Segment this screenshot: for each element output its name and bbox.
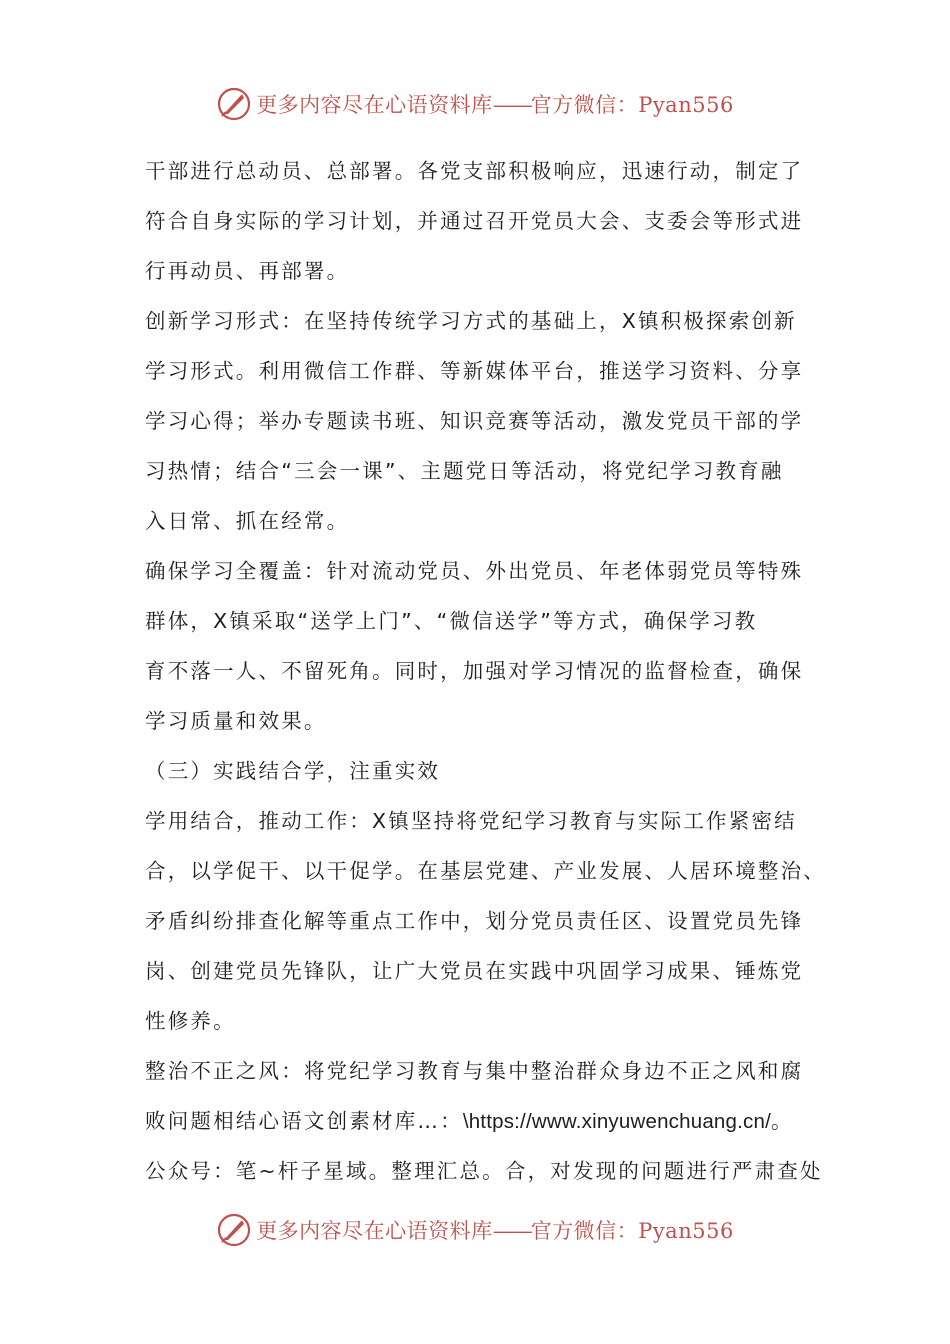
header-label: 官方微信： [530, 93, 639, 117]
text-line: 学习心得；举办专题读书班、知识竞赛等活动，激发党员干部的学 [145, 409, 804, 433]
text-fragment: 。 [770, 1109, 794, 1133]
header-banner [0, 84, 950, 124]
document-body [145, 151, 835, 1201]
header-brand: 更多内容尽在心语资料库 [256, 93, 493, 117]
text-line: 学习形式。利用微信工作群、等新媒体平台，推送学习资料、分享 [145, 359, 804, 383]
section-heading: （三）实践结合学，注重实效 [145, 759, 441, 783]
footer-dash: —— [492, 1219, 531, 1243]
text-line: 群体，X镇采取“送学上门”、“微信送学”等方式，确保学习教 [145, 609, 758, 633]
text-line: 性修养。 [145, 1009, 236, 1033]
text-line: 符合自身实际的学习计划，并通过召开党员大会、支委会等形式进 [145, 209, 804, 233]
footer-banner [0, 1210, 950, 1250]
quill-logo-icon [216, 1212, 252, 1248]
header-dash: —— [492, 93, 531, 117]
text-line: 整治不正之风：将党纪学习教育与集中整治群众身边不正之风和腐 [145, 1059, 804, 1083]
footer-brand: 更多内容尽在心语资料库 [256, 1219, 493, 1243]
text-line: 创新学习形式：在坚持传统学习方式的基础上，X镇积极探索创新 [145, 309, 797, 333]
text-line: 合，以学促干、以干促学。在基层党建、产业发展、人居环境整治、 [145, 859, 826, 883]
text-line: 入日常、抓在经常。 [145, 509, 350, 533]
quill-logo-icon [216, 86, 252, 122]
source-url: \https://www.xinyuwenchuang.cn/ [462, 1110, 771, 1133]
header-text [256, 89, 734, 119]
footer-label: 官方微信： [530, 1219, 639, 1243]
text-line: 行再动员、再部署。 [145, 259, 350, 283]
text-line: 学用结合，推动工作：X镇坚持将党纪学习教育与实际工作紧密结 [145, 809, 797, 833]
text-line: 学习质量和效果。 [145, 709, 327, 733]
text-line: 矛盾纠纷排查化解等重点工作中，划分党员责任区、设置党员先锋 [145, 909, 804, 933]
text-fragment: 败问题相结心语文创素材库…： [145, 1109, 463, 1133]
footer-text [256, 1215, 734, 1245]
text-line: 岗、创建党员先锋队，让广大党员在实践中巩固学习成果、锤炼党 [145, 959, 804, 983]
footer-wechat-id: Pyan556 [638, 1219, 734, 1243]
text-line: 公众号：笔~杆子星域。整理汇总。合，对发现的问题进行严肃查处 [145, 1159, 823, 1183]
text-line: 习热情；结合“三会一课”、主题党日等活动，将党纪学习教育融 [145, 459, 784, 483]
text-line: 确保学习全覆盖：针对流动党员、外出党员、年老体弱党员等特殊 [145, 559, 804, 583]
text-line: 干部进行总动员、总部署。各党支部积极响应，迅速行动，制定了 [145, 159, 804, 183]
text-line [145, 1101, 835, 1151]
text-line: 育不落一人、不留死角。同时，加强对学习情况的监督检查，确保 [145, 659, 804, 683]
header-wechat-id: Pyan556 [638, 93, 734, 117]
